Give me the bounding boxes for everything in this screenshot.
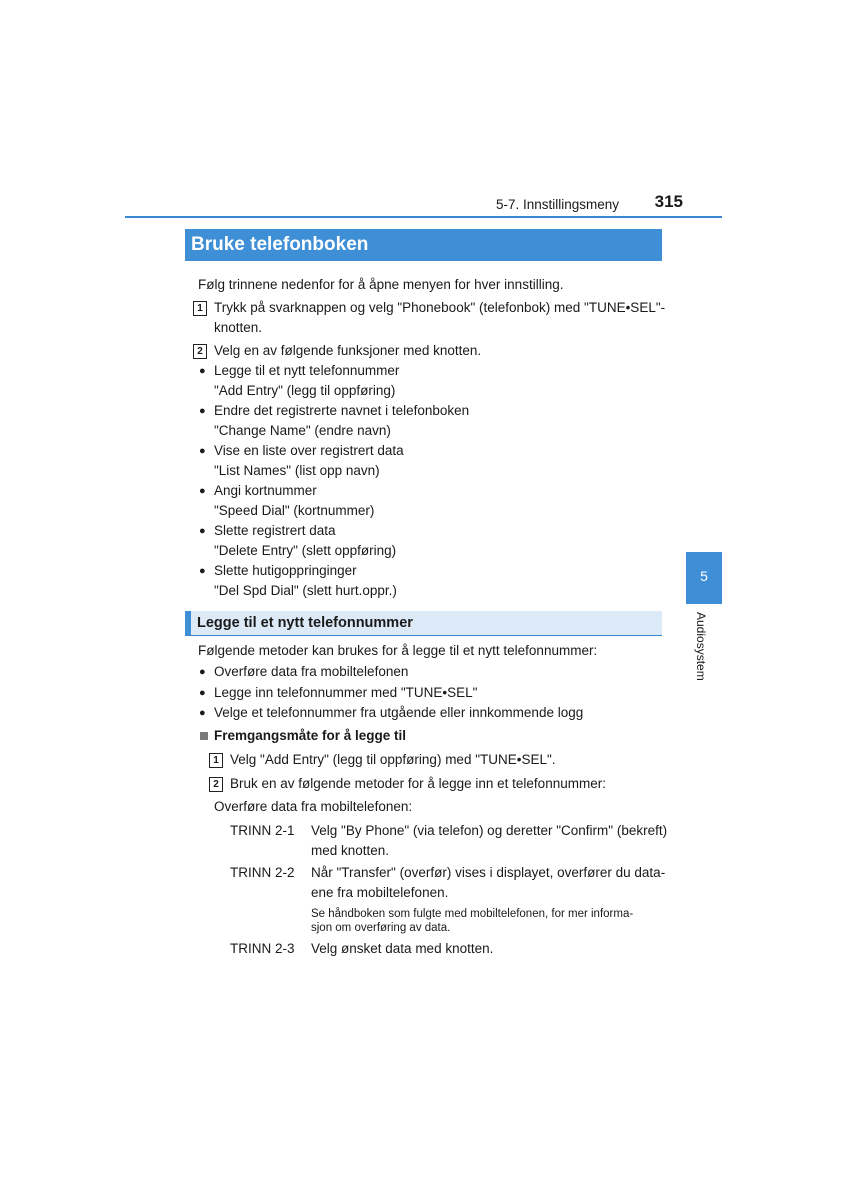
trinn-label: TRINN 2-3: [230, 941, 295, 956]
bullet-icon: ●: [199, 707, 206, 719]
title-banner: [185, 229, 662, 261]
proc-step1-text: Velg "Add Entry" (legg til oppføring) med "TUNE•SEL".: [230, 752, 556, 767]
function-command: "Add Entry" (legg til oppføring): [214, 383, 396, 398]
method-item: Legge inn telefonnummer med "TUNE•SEL": [214, 685, 478, 700]
chapter-number: 5: [700, 568, 708, 584]
bullet-icon: ●: [199, 485, 206, 497]
bullet-icon: ●: [199, 445, 206, 457]
procedure-heading: Fremgangsmåte for å legge til: [214, 728, 407, 743]
trinn-text: Velg ønsket data med knotten.: [311, 941, 494, 956]
section-label: 5-7. Innstillingsmeny: [495, 197, 619, 212]
page-number: 315: [654, 192, 683, 211]
bullet-icon: ●: [199, 365, 206, 377]
function-command: "Delete Entry" (slett oppføring): [214, 543, 397, 558]
chapter-label: Audiosystem: [694, 612, 708, 681]
function-label: Slette registrert data: [214, 523, 336, 538]
function-command: "Change Name" (endre navn): [214, 423, 391, 438]
bullet-icon: ●: [199, 666, 206, 678]
page-header: [470, 192, 685, 216]
step1-line2: knotten.: [214, 320, 263, 335]
transfer-heading: Overføre data fra mobiltelefonen:: [214, 799, 413, 814]
page-title: Bruke telefonboken: [191, 234, 369, 255]
note-text: sjon om overføring av data.: [311, 922, 451, 934]
proc-step2-text: Bruk en av følgende metoder for å legge inn et telefonnummer:: [230, 776, 606, 791]
step-number-box: 1: [209, 753, 223, 768]
step-number-box: 1: [193, 301, 207, 316]
trinn-label: TRINN 2-1: [230, 823, 295, 838]
bullet-icon: ●: [199, 405, 206, 417]
method-item: Velge et telefonnummer fra utgående eller innkommende logg: [214, 705, 584, 720]
method-item: Overføre data fra mobiltelefonen: [214, 664, 409, 679]
trinn-label: TRINN 2-2: [230, 865, 295, 880]
function-label: Vise en liste over registrert data: [214, 443, 404, 458]
header-rule: [125, 216, 722, 218]
step-number-box: 2: [209, 777, 223, 792]
function-command: "List Names" (list opp navn): [214, 463, 380, 478]
function-label: Angi kortnummer: [214, 483, 317, 498]
bullet-icon: ●: [199, 565, 206, 577]
subsection-intro: Følgende metoder kan brukes for å legge til et nytt telefonnummer:: [198, 643, 598, 658]
function-command: "Del Spd Dial" (slett hurt.oppr.): [214, 583, 397, 598]
chapter-tab: [686, 552, 722, 604]
function-command: "Speed Dial" (kortnummer): [214, 503, 375, 518]
trinn-text: med knotten.: [311, 843, 390, 858]
step1-line1: Trykk på svarknappen og velg "Phonebook" (telefonbok) med "TUNE•SEL"-: [214, 300, 666, 315]
trinn-text: ene fra mobiltelefonen.: [311, 885, 449, 900]
function-label: Slette hutigoppringinger: [214, 563, 357, 578]
trinn-text: Når "Transfer" (overfør) vises i displayet, overfører du data-: [311, 865, 666, 880]
subsection-title: Legge til et nytt telefonnummer: [197, 615, 413, 631]
function-label: Legge til et nytt telefonnummer: [214, 363, 400, 378]
function-label: Endre det registrerte navnet i telefonboken: [214, 403, 470, 418]
chapter-label-wrap: [690, 612, 718, 692]
step-number-box: 2: [193, 344, 207, 359]
bullet-icon: ●: [199, 525, 206, 537]
trinn-text: Velg "By Phone" (via telefon) og deretter "Confirm" (bekreft): [311, 823, 668, 838]
note-text: Se håndboken som fulgte med mobiltelefonen, for mer informa-: [311, 908, 634, 920]
subsection-banner: [185, 611, 662, 636]
bullet-icon: ●: [199, 687, 206, 699]
subsection-accent: [185, 611, 191, 635]
intro-text: Følg trinnene nedenfor for å åpne menyen for hver innstilling.: [198, 277, 564, 292]
step2-text: Velg en av følgende funksjoner med knotten.: [214, 343, 482, 358]
square-bullet-icon: [200, 732, 208, 740]
